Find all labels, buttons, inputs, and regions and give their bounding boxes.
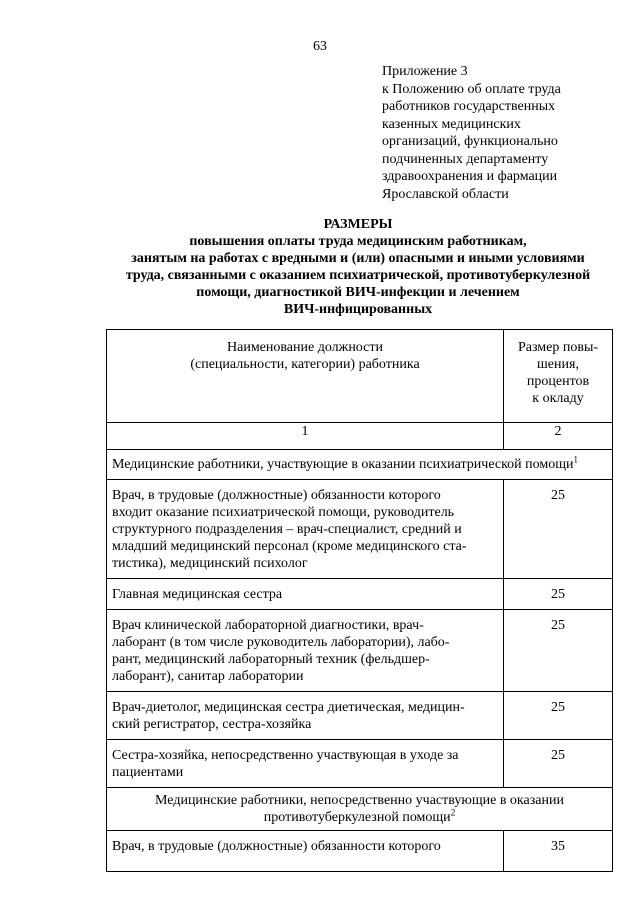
- header-size-line: шения,: [537, 357, 579, 372]
- position-line: Врач клинической лабораторной диагностики, врач-: [112, 618, 424, 633]
- position-line: Врач, в трудовые (должностные) обязанности которого: [112, 488, 441, 503]
- heading-line: занятым на работах с вредными и (или) опасными и иными условиями: [131, 251, 585, 266]
- heading-title: РАЗМЕРЫ: [323, 217, 393, 232]
- position-line: лаборант), санитар лаборатории: [112, 669, 304, 684]
- table-row: [107, 610, 613, 692]
- position-line: лаборант (в том числе руководитель лаборатории), лабо-: [112, 635, 450, 650]
- annex-line: к Положению об оплате труда: [382, 81, 561, 97]
- section-title-text: Медицинские работники, участвующие в оказании психиатрической помощи: [112, 457, 574, 472]
- position-line: структурного подразделения – врач-специалист, средний и: [112, 522, 462, 537]
- table-row: [107, 579, 613, 610]
- position-line: младший медицинский персонал (кроме медицинского ста-: [112, 539, 467, 554]
- position-line: Главная медицинская сестра: [112, 587, 283, 602]
- position-cell: [107, 480, 504, 579]
- footnote-marker: 2: [450, 807, 456, 818]
- header-position-cell: [107, 330, 504, 423]
- header-position-line: Наименование должности: [227, 340, 383, 355]
- rate-value: 25: [504, 610, 613, 692]
- column-number: 1: [107, 423, 504, 450]
- section-title: [107, 450, 613, 480]
- position-line: Сестра-хозяйка, непосредственно участвующая в уходе за: [112, 748, 459, 763]
- heading-line: ВИЧ-инфицированных: [283, 302, 433, 317]
- position-line: пациентами: [112, 765, 184, 780]
- section-title-line: противотуберкулезной помощи: [263, 810, 451, 825]
- position-line: тистика), медицинский психолог: [112, 556, 308, 571]
- position-cell: [107, 740, 504, 788]
- page-number: 63: [313, 39, 327, 54]
- table-row: [107, 831, 613, 872]
- annex-line: организаций, функционально: [382, 134, 558, 149]
- table-header-row: [107, 330, 613, 423]
- rate-value: 25: [504, 740, 613, 788]
- heading-line: повышения оплаты труда медицинским работникам,: [189, 234, 527, 249]
- rates-table: [106, 329, 613, 872]
- annex-line: работников государственных: [382, 99, 556, 114]
- heading-line: помощи, диагностикой ВИЧ-инфекции и лечением: [196, 285, 520, 300]
- position-line: ский регистратор, сестра-хозяйка: [112, 717, 312, 732]
- rate-value: 25: [504, 480, 613, 579]
- position-line: входит оказание психиатрической помощи, руководитель: [112, 505, 455, 520]
- position-line: рант, медицинский лабораторный техник (фельдшер-: [112, 652, 430, 667]
- annex-line: здравоохранения и фармации: [382, 169, 558, 184]
- rate-value: 35: [504, 831, 613, 872]
- heading-line: труда, связанными с оказанием психиатрической, противотуберкулезной: [125, 268, 591, 283]
- column-number-row: [107, 423, 613, 450]
- section-row: [107, 788, 613, 831]
- footnote-marker: 1: [573, 454, 579, 465]
- position-line: Врач, в трудовые (должностные) обязанности которого: [112, 839, 441, 854]
- position-cell: [107, 831, 504, 872]
- annex-line: Ярославской области: [382, 186, 509, 202]
- section-title: [107, 788, 613, 831]
- table-row: [107, 692, 613, 740]
- header-size-line: к окладу: [532, 391, 584, 406]
- header-size-line: процентов: [526, 374, 590, 389]
- rate-value: 25: [504, 579, 613, 610]
- section-title-line: Медицинские работники, непосредственно участвующие в оказании: [155, 793, 564, 808]
- annex-line: казенных медицинских: [382, 116, 521, 132]
- annex-line: Приложение 3: [382, 64, 468, 79]
- section-row: [107, 450, 613, 480]
- column-number: 2: [504, 423, 613, 450]
- document-heading: [100, 216, 616, 318]
- table-row: [107, 480, 613, 579]
- header-position-line: (специальности, категории) работника: [190, 357, 420, 372]
- position-cell: [107, 610, 504, 692]
- position-cell: [107, 579, 504, 610]
- rate-value: 25: [504, 692, 613, 740]
- annex-line: подчиненных департаменту: [382, 151, 549, 167]
- header-size-cell: [504, 330, 613, 423]
- annex-reference: [382, 63, 632, 203]
- header-size-line: Размер повы-: [517, 340, 599, 355]
- position-cell: [107, 692, 504, 740]
- position-line: Врач-диетолог, медицинская сестра диетическая, медицин-: [112, 700, 465, 715]
- table-row: [107, 740, 613, 788]
